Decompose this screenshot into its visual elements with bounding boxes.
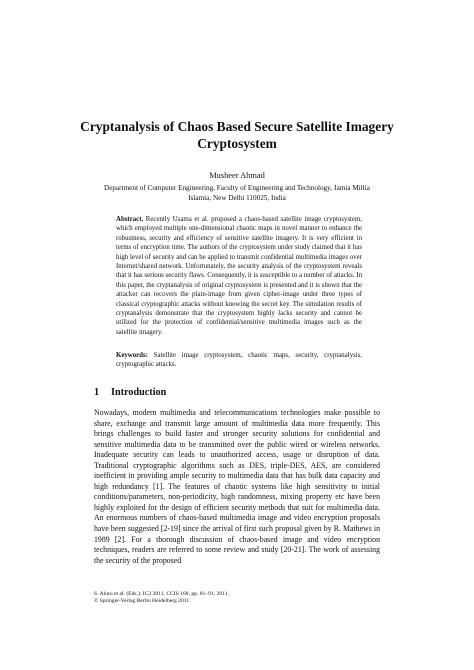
section-number: 1 xyxy=(94,387,100,398)
paper-title: Cryptanalysis of Chaos Based Secure Satellite Imagery Cryptosystem xyxy=(80,119,394,151)
abstract xyxy=(116,215,362,337)
keywords-label: Keywords: xyxy=(116,352,148,359)
section-title: Introduction xyxy=(111,387,167,398)
abstract-label: Abstract. xyxy=(116,216,144,223)
author-affiliation: Department of Computer Engineering, Faculty of Engineering and Technology, Jamia Millia Islamia, New Delhi 110025, India xyxy=(104,184,370,202)
section-heading xyxy=(94,387,166,399)
keywords-text: Satellite image cryptosystem, chaotic maps, security, cryptanalysis, cryptographic attacks. xyxy=(116,352,362,369)
keywords xyxy=(116,351,362,370)
copyright-line: © Springer-Verlag Berlin Heidelberg 2011 xyxy=(94,598,190,605)
author-name: Musheer Ahmad xyxy=(209,171,265,180)
citation-line: S. Aluru et al. (Eds.): IC3 2011, CCIS 168, pp. 81–91, 2011. xyxy=(94,591,229,597)
introduction-paragraph: Nowadays, modern multimedia and telecommunications technologies make possible to share, exchange and transmit large amount of multimedia data more frequently. This brings challenges to build faster and stronger security solutions for confidential and sensitive multimedia data to be transmitted over the public wired or wireless networks. Inadequate security can leads to unauthorized access, usage or disruption of data. Traditional cryptographic algorithms such as DES, triple-DES, AES, are considered inefficient in providing ample security to multimedia data that has bulk data capacity and high redundancy [1]. The features of chaotic systems like high sensitivity to initial conditions/parameters, non-periodicity, high randomness, mixing property etc have been highly exploited for the design of efficient security methods that suit for multimedia data. An enormous numbers of chaos-based multimedia image and video encryption proposals have been suggested [2-19] since the arrival of first such proposal given by R. Mathews in 1989 [2]. For a thorough discussion of chaos-based image and video encryption techniques, readers are referred to some review and study [20-21]. The work of assessing the security of the proposed xyxy=(94,408,380,565)
abstract-text: Recently Usama et al. proposed a chaos-based satellite image cryptosystem, which employed multiple one-dimensional chaotic maps in novel manner to enhance the robustness, security and efficiency of sensitive satellite imagery. It is very efficient in terms of encryption time. The authors of the cryptosystem under study claimed that it has high level of security and can be applied to transmit confidential multimedia images over Internet/shared network. Unfortunately, the security analysis of the cryptosystem reveals that it has serious security flaws. Consequently, it is susceptible to a number of attacks. In this paper, the cryptanalysis of original cryptosystem is presented and it is shown that the attacker can recovers the plain-image from given cipher-image under three types of classical cryptographic attacks without knowing the secret key. The simulation results of cryptanalysis demonstrate that the cryptosystem highly lacks security and cannot be utilized for the protection of confidential/sensitive multimedia images such as the satellite imagery. xyxy=(116,216,362,336)
citation-footer xyxy=(94,591,380,606)
